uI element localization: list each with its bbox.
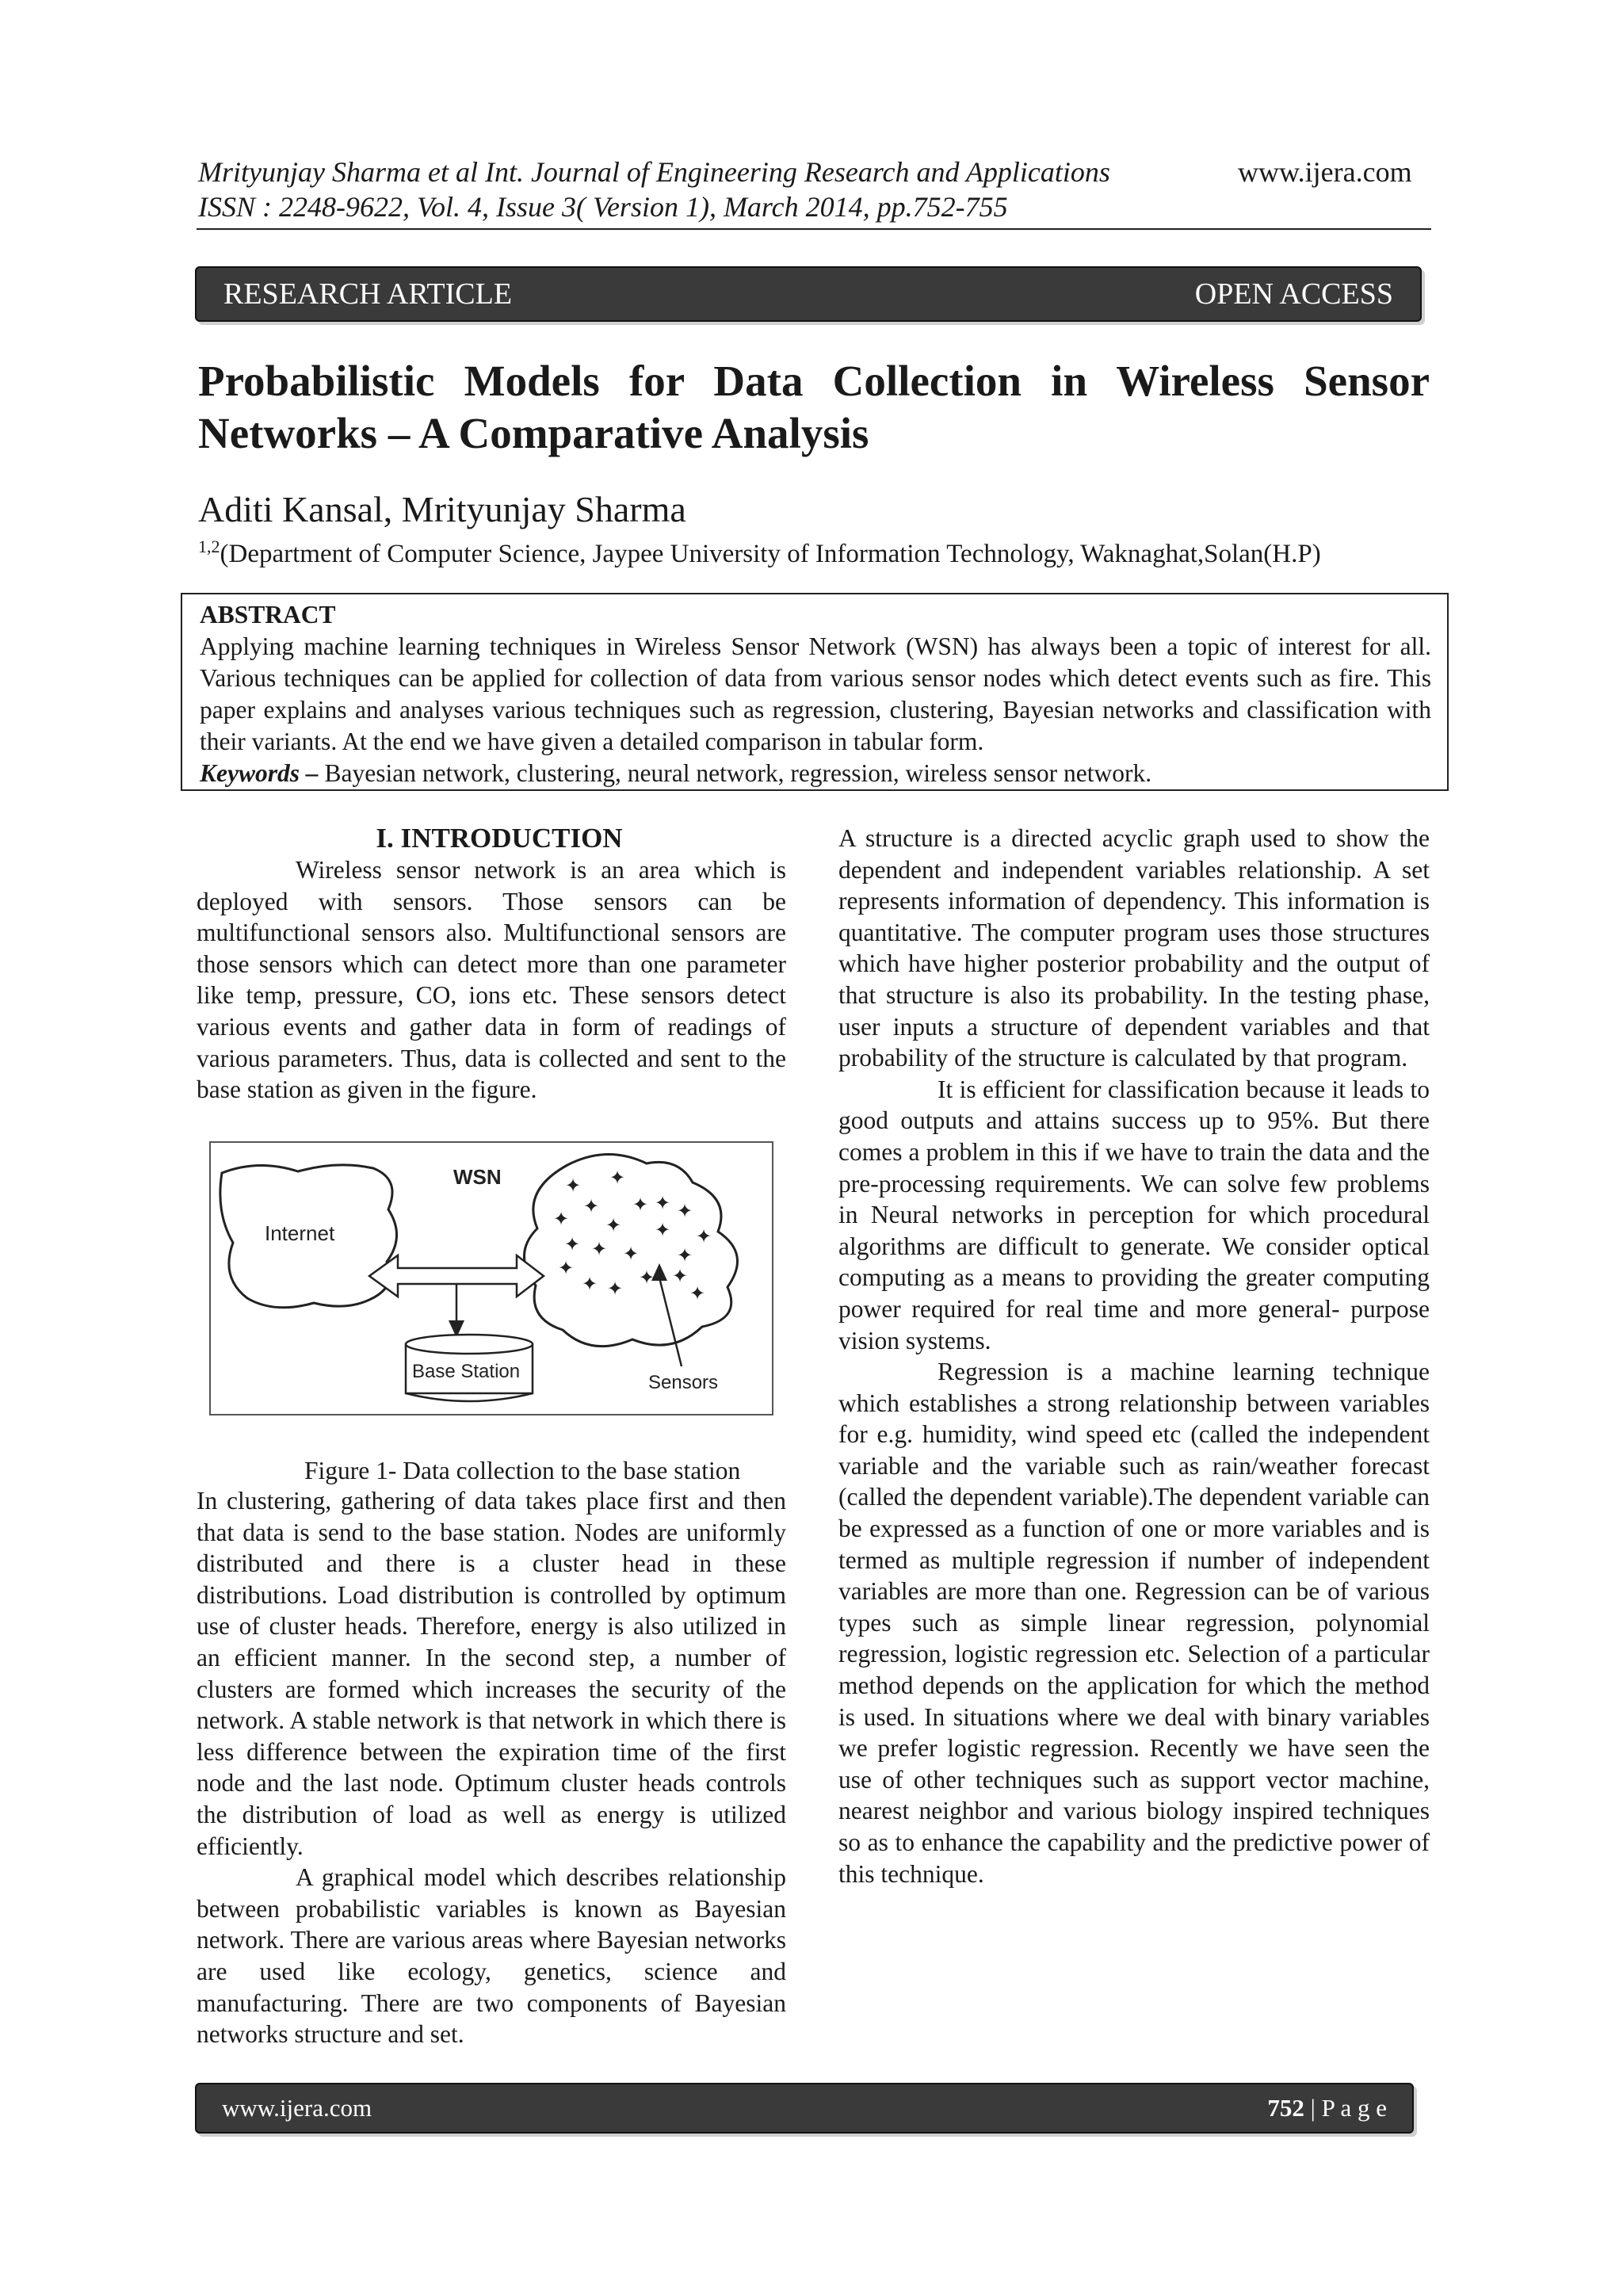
right-column	[838, 823, 1430, 1889]
section-heading-introduction: I. INTRODUCTION	[376, 823, 623, 854]
affiliation	[198, 531, 1321, 570]
page-label: | P a g e	[1304, 2094, 1387, 2122]
sensor-node-icon: ✦	[623, 1244, 640, 1265]
wsn-diagram	[211, 1143, 772, 1414]
sensor-node-icon: ✦	[655, 1220, 671, 1241]
paper-title: Probabilistic Models for Data Collection in Wireless Sensor Networks – A Comparative Analysis	[198, 357, 1430, 457]
affiliation-superscript: 1,2	[198, 537, 220, 556]
figure-1	[209, 1141, 773, 1415]
open-access-label: OPEN ACCESS	[1194, 277, 1393, 311]
sensor-node-icon: ✦	[583, 1196, 600, 1217]
article-type-banner	[195, 266, 1422, 322]
wsn-label: WSN	[453, 1165, 502, 1189]
sensor-node-icon: ✦	[689, 1283, 706, 1305]
clustering-paragraph: In clustering, gathering of data takes place first and then that data is send to the base station. Nodes are uniformly distributed and there is a cluster head in these distributions. Load distribution is controlled by optimum use of cluster heads. Therefore, energy is also utilized in an efficient manner. In the second step, a number of clusters are formed which increases the security of the network. A stable network is that network in which there is less difference between the expiration time of the first node and the last node. Optimum cluster heads controls the distribution of load as well as energy is utilized efficiently.	[197, 1487, 786, 1860]
efficient-paragraph: It is efficient for classification because it leads to good outputs and attains success up to 95%. But there comes a problem in this if we have to train the data and the pre-processing requirements. We can solve few problems in Neural networks in perception for which procedural algorithms are difficult to generate. We consider optical computing as a means to providing the greater computing power required for real time and more general- purpose vision systems.	[838, 1075, 1430, 1354]
left-column-top	[197, 823, 786, 1106]
sensor-node-icon: ✦	[553, 1209, 570, 1230]
abstract-heading: ABSTRACT	[200, 601, 336, 628]
sensor-node-icon: ✦	[558, 1258, 575, 1279]
sensor-node-icon: ✦	[672, 1266, 689, 1287]
sensor-node-icon: ✦	[609, 1167, 626, 1189]
research-article-label: RESEARCH ARTICLE	[223, 277, 513, 311]
sensor-node-icon: ✦	[632, 1194, 649, 1216]
internet-label: Internet	[265, 1221, 335, 1245]
authors: Aditi Kansal, Mrityunjay Sharma	[198, 489, 686, 529]
abstract-box	[181, 593, 1449, 791]
abstract-text: Applying machine learning techniques in Wireless Sensor Network (WSN) has always been a topic of interest for all. Various techniques can be applied for collection of data from various sensor nodes which detect events such as fire. This paper explains and analyses various techniques such as regression, clustering, Bayesian networks and classification with their variants. At the end we have given a detailed comparison in tabular form.	[200, 632, 1431, 755]
sensor-node-icon: ✦	[591, 1239, 608, 1260]
sensor-node-icon: ✦	[655, 1193, 671, 1214]
issn-line: ISSN : 2248-9622, Vol. 4, Issue 3( Version 1), March 2014, pp.752-755	[198, 191, 1008, 223]
sensor-node-icon: ✦	[605, 1215, 622, 1236]
sensor-node-icon: ✦	[639, 1267, 655, 1289]
sensor-node-icon: ✦	[677, 1201, 693, 1222]
bayesian-paragraph: A graphical model which describes relationship between probabilistic variables is known as Bayesian network. There are various areas where Bayesian networks are used like ecology, genetics, science and manufacturing. There are two components of Bayesian networks structure and set.	[197, 1863, 786, 2049]
footer-bar	[195, 2083, 1414, 2134]
keywords-text: Bayesian network, clustering, neural network, regression, wireless sensor network.	[318, 759, 1152, 787]
sensor-node-icon: ✦	[677, 1245, 693, 1266]
keywords-line	[200, 758, 1431, 789]
sensor-node-icon: ✦	[565, 1175, 582, 1197]
base-station-label: Base Station	[412, 1361, 521, 1382]
sensor-node-icon: ✦	[696, 1226, 712, 1247]
sensor-node-icon: ✦	[582, 1274, 598, 1295]
intro-paragraph: Wireless sensor network is an area which is deployed with sensors. Those sensors can be multifunctional sensors also. Multifunctional sensors are those sensors which can detect more than one parameter like temp, pressure, CO, ions etc. These sensors detect various events and gather data in form of readings of various parameters. Thus, data is collected and sent to the base station as given in the figure.	[197, 856, 786, 1104]
sensor-node-icon: ✦	[607, 1278, 624, 1300]
keywords-label: Keywords –	[200, 759, 319, 787]
header-url[interactable]: www.ijera.com	[1238, 156, 1412, 188]
header-rule	[197, 228, 1431, 230]
journal-line: Mrityunjay Sharma et al Int. Journal of Engineering Research and Applications	[198, 156, 1110, 188]
structure-paragraph: A structure is a directed acyclic graph used to show the dependent and independent variables relationship. A set represents information of dependency. This information is quantitative. The computer program uses those structures which have higher posterior probability and the output of that structure is also its probability. In the testing phase, user inputs a structure of dependent variables and that probability of the structure is calculated by that program.	[838, 824, 1430, 1072]
footer-page	[1267, 2084, 1387, 2132]
sensors-label: Sensors	[648, 1372, 719, 1393]
page-number: 752	[1267, 2094, 1304, 2122]
figure-1-caption: Figure 1- Data collection to the base station	[304, 1457, 741, 1484]
affiliation-text: (Department of Computer Science, Jaypee University of Information Technology, Waknaghat,Solan(H.P)	[220, 540, 1321, 568]
footer-url[interactable]: www.ijera.com	[222, 2094, 372, 2122]
left-column-bottom	[197, 1485, 786, 2050]
regression-paragraph: Regression is a machine learning technique which establishes a strong relationship between variables for e.g. humidity, wind speed etc (called the independent variable and the variable such as rain/weather forecast (called the dependent variable).The dependent variable can be expressed as a function of one or more variables and is termed as multiple regression if number of independent variables are more than one. Regression can be of various types such as simple linear regression, polynomial regression, logistic regression etc. Selection of a particular method depends on the application for which the method is used. In situations where we deal with binary variables we prefer logistic regression. Recently we have seen the use of other techniques such as support vector machine, nearest neighbor and various biology inspired techniques so as to enhance the capability and the predictive power of this technique.	[838, 1358, 1430, 1888]
sensor-node-icon: ✦	[564, 1234, 581, 1255]
